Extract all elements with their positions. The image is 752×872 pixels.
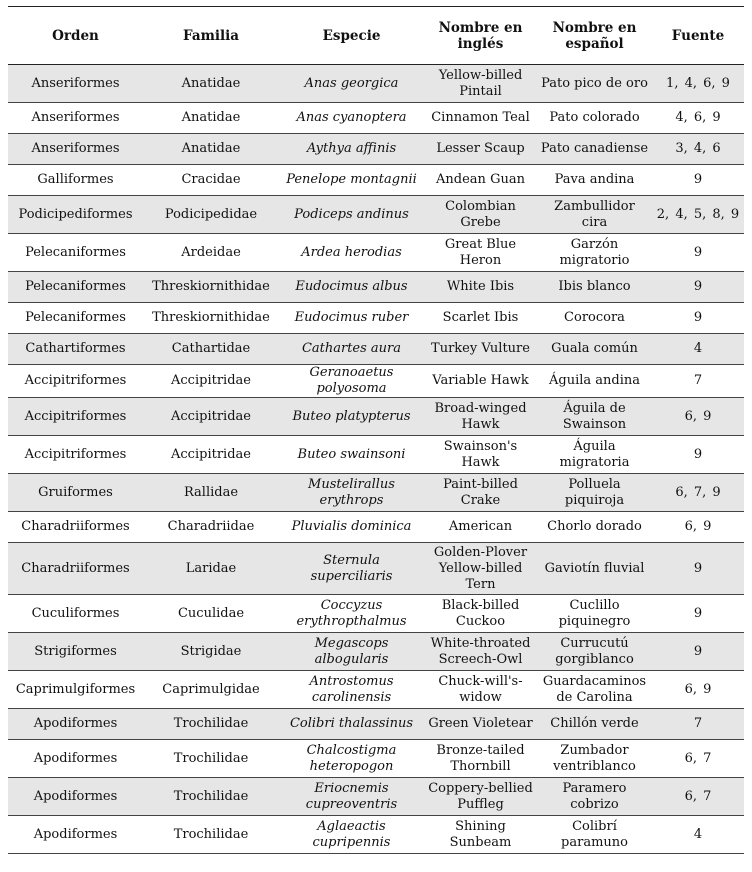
cell-nombre-espanol: Pato canadiense [537, 134, 652, 165]
cell-fuente: 9 [652, 436, 744, 474]
cell-orden: Charadriiformes [8, 512, 143, 543]
cell-fuente: 7 [652, 365, 744, 398]
cell-nombre-ingles: Yellow-billed Pintail [424, 65, 537, 103]
cell-familia: Accipitridae [143, 398, 279, 436]
cell-fuente: 9 [652, 272, 744, 303]
table-row [8, 436, 744, 474]
cell-nombre-ingles: Lesser Scaup [424, 134, 537, 165]
cell-especie: Ardea herodias [279, 234, 424, 272]
table-row [8, 633, 744, 671]
cell-nombre-espanol: Pato pico de oro [537, 65, 652, 103]
cell-nombre-ingles: Green Violetear [424, 709, 537, 740]
cell-fuente: 9 [652, 595, 744, 633]
table-header [8, 7, 744, 65]
cell-fuente: 7 [652, 709, 744, 740]
cell-familia: Laridae [143, 543, 279, 595]
table-row [8, 134, 744, 165]
cell-fuente: 6, 7 [652, 778, 744, 816]
cell-especie: Sternula superciliaris [279, 543, 424, 595]
table-row [8, 272, 744, 303]
cell-nombre-ingles: American [424, 512, 537, 543]
cell-familia: Strigidae [143, 633, 279, 671]
cell-familia: Cathartidae [143, 334, 279, 365]
table-body [8, 65, 744, 854]
cell-familia: Cuculidae [143, 595, 279, 633]
cell-nombre-espanol: Pava andina [537, 165, 652, 196]
cell-nombre-ingles: Coppery-bellied Puffleg [424, 778, 537, 816]
table-row [8, 165, 744, 196]
cell-nombre-ingles: Golden-Plover Yellow-billed Tern [424, 543, 537, 595]
table-row [8, 234, 744, 272]
cell-especie: Chalcostigma heteropogon [279, 740, 424, 778]
cell-familia: Ardeidae [143, 234, 279, 272]
cell-orden: Charadriiformes [8, 543, 143, 595]
header-nombre-ingles: Nombre en inglés [424, 7, 537, 65]
cell-familia: Trochilidae [143, 740, 279, 778]
header-especie: Especie [279, 7, 424, 65]
cell-fuente: 4 [652, 334, 744, 365]
cell-fuente: 6, 9 [652, 512, 744, 543]
cell-nombre-espanol: Paramero cobrizo [537, 778, 652, 816]
cell-orden: Pelecaniformes [8, 272, 143, 303]
cell-nombre-espanol: Guala común [537, 334, 652, 365]
cell-nombre-ingles: Bronze-tailed Thornbill [424, 740, 537, 778]
cell-especie: Buteo swainsoni [279, 436, 424, 474]
cell-nombre-espanol: Ibis blanco [537, 272, 652, 303]
cell-especie: Colibri thalassinus [279, 709, 424, 740]
cell-fuente: 4, 6, 9 [652, 103, 744, 134]
cell-orden: Accipitriformes [8, 365, 143, 398]
header-fuente: Fuente [652, 7, 744, 65]
cell-familia: Accipitridae [143, 436, 279, 474]
table-row [8, 595, 744, 633]
cell-familia: Podicipedidae [143, 196, 279, 234]
cell-orden: Anseriformes [8, 134, 143, 165]
cell-fuente: 9 [652, 303, 744, 334]
header-nombre-espanol: Nombre en español [537, 7, 652, 65]
species-table [8, 6, 744, 854]
cell-nombre-espanol: Chillón verde [537, 709, 652, 740]
cell-fuente: 9 [652, 633, 744, 671]
header-orden: Orden [8, 7, 143, 65]
cell-nombre-espanol: Cuclillo piquinegro [537, 595, 652, 633]
cell-especie: Mustelirallus erythrops [279, 474, 424, 512]
header-familia: Familia [143, 7, 279, 65]
cell-orden: Pelecaniformes [8, 303, 143, 334]
cell-nombre-ingles: Paint-billed Crake [424, 474, 537, 512]
cell-orden: Anseriformes [8, 103, 143, 134]
cell-orden: Galliformes [8, 165, 143, 196]
cell-nombre-ingles: Shining Sunbeam [424, 816, 537, 854]
cell-familia: Caprimulgidae [143, 671, 279, 709]
table-row [8, 740, 744, 778]
cell-fuente: 6, 9 [652, 671, 744, 709]
cell-nombre-espanol: Gaviotín fluvial [537, 543, 652, 595]
cell-orden: Apodiformes [8, 816, 143, 854]
cell-orden: Cathartiformes [8, 334, 143, 365]
cell-especie: Megascops albogularis [279, 633, 424, 671]
cell-familia: Anatidae [143, 103, 279, 134]
cell-especie: Coccyzus erythropthalmus [279, 595, 424, 633]
table-row [8, 303, 744, 334]
cell-nombre-ingles: Chuck-will's-widow [424, 671, 537, 709]
cell-nombre-ingles: Scarlet Ibis [424, 303, 537, 334]
cell-orden: Apodiformes [8, 778, 143, 816]
cell-nombre-espanol: Corocora [537, 303, 652, 334]
cell-nombre-ingles: Great Blue Heron [424, 234, 537, 272]
table-row [8, 65, 744, 103]
cell-especie: Cathartes aura [279, 334, 424, 365]
cell-fuente: 6, 9 [652, 398, 744, 436]
cell-familia: Trochilidae [143, 816, 279, 854]
cell-familia: Trochilidae [143, 778, 279, 816]
table-row [8, 543, 744, 595]
cell-orden: Pelecaniformes [8, 234, 143, 272]
cell-familia: Accipitridae [143, 365, 279, 398]
cell-especie: Penelope montagnii [279, 165, 424, 196]
cell-orden: Accipitriformes [8, 398, 143, 436]
cell-fuente: 3, 4, 6 [652, 134, 744, 165]
cell-especie: Geranoaetus polyosoma [279, 365, 424, 398]
cell-familia: Charadriidae [143, 512, 279, 543]
table-row [8, 709, 744, 740]
cell-nombre-ingles: White-throated Screech-Owl [424, 633, 537, 671]
cell-nombre-ingles: White Ibis [424, 272, 537, 303]
table-row [8, 778, 744, 816]
cell-familia: Anatidae [143, 134, 279, 165]
cell-especie: Antrostomus carolinensis [279, 671, 424, 709]
cell-nombre-ingles: Colombian Grebe [424, 196, 537, 234]
cell-nombre-ingles: Black-billed Cuckoo [424, 595, 537, 633]
cell-especie: Pluvialis dominica [279, 512, 424, 543]
cell-fuente: 4 [652, 816, 744, 854]
table-row [8, 196, 744, 234]
cell-especie: Anas cyanoptera [279, 103, 424, 134]
cell-orden: Cuculiformes [8, 595, 143, 633]
cell-nombre-ingles: Variable Hawk [424, 365, 537, 398]
cell-familia: Anatidae [143, 65, 279, 103]
cell-especie: Buteo platypterus [279, 398, 424, 436]
cell-especie: Anas georgica [279, 65, 424, 103]
cell-nombre-espanol: Águila andina [537, 365, 652, 398]
table-row [8, 334, 744, 365]
cell-nombre-espanol: Zambullidor cira [537, 196, 652, 234]
cell-fuente: 9 [652, 234, 744, 272]
table-row [8, 365, 744, 398]
cell-nombre-espanol: Colibrí paramuno [537, 816, 652, 854]
cell-nombre-ingles: Turkey Vulture [424, 334, 537, 365]
cell-especie: Aythya affinis [279, 134, 424, 165]
cell-nombre-espanol: Águila de Swainson [537, 398, 652, 436]
cell-fuente: 2, 4, 5, 8, 9 [652, 196, 744, 234]
cell-fuente: 1, 4, 6, 9 [652, 65, 744, 103]
cell-orden: Strigiformes [8, 633, 143, 671]
cell-orden: Accipitriformes [8, 436, 143, 474]
cell-orden: Apodiformes [8, 709, 143, 740]
table-row [8, 398, 744, 436]
cell-nombre-espanol: Zumbador ventriblanco [537, 740, 652, 778]
cell-orden: Caprimulgiformes [8, 671, 143, 709]
cell-nombre-espanol: Guardacaminos de Carolina [537, 671, 652, 709]
cell-nombre-ingles: Andean Guan [424, 165, 537, 196]
cell-nombre-espanol: Polluela piquiroja [537, 474, 652, 512]
cell-nombre-espanol: Águila migratoria [537, 436, 652, 474]
cell-nombre-ingles: Swainson's Hawk [424, 436, 537, 474]
cell-nombre-espanol: Currucutú gorgiblanco [537, 633, 652, 671]
cell-familia: Trochilidae [143, 709, 279, 740]
cell-nombre-ingles: Broad-winged Hawk [424, 398, 537, 436]
cell-fuente: 6, 7 [652, 740, 744, 778]
cell-nombre-espanol: Pato colorado [537, 103, 652, 134]
cell-nombre-espanol: Chorlo dorado [537, 512, 652, 543]
table-row [8, 671, 744, 709]
table-row [8, 512, 744, 543]
cell-especie: Eudocimus ruber [279, 303, 424, 334]
cell-fuente: 6, 7, 9 [652, 474, 744, 512]
cell-familia: Threskiornithidae [143, 272, 279, 303]
cell-familia: Cracidae [143, 165, 279, 196]
table-row [8, 103, 744, 134]
cell-especie: Aglaeactis cupripennis [279, 816, 424, 854]
table-row [8, 816, 744, 854]
cell-orden: Gruiformes [8, 474, 143, 512]
cell-orden: Podicipediformes [8, 196, 143, 234]
cell-nombre-espanol: Garzón migratorio [537, 234, 652, 272]
cell-fuente: 9 [652, 165, 744, 196]
cell-familia: Rallidae [143, 474, 279, 512]
table-row [8, 474, 744, 512]
cell-orden: Apodiformes [8, 740, 143, 778]
cell-especie: Eriocnemis cupreoventris [279, 778, 424, 816]
cell-familia: Threskiornithidae [143, 303, 279, 334]
cell-especie: Eudocimus albus [279, 272, 424, 303]
header-row [8, 7, 744, 65]
cell-nombre-ingles: Cinnamon Teal [424, 103, 537, 134]
cell-fuente: 9 [652, 543, 744, 595]
cell-orden: Anseriformes [8, 65, 143, 103]
cell-especie: Podiceps andinus [279, 196, 424, 234]
